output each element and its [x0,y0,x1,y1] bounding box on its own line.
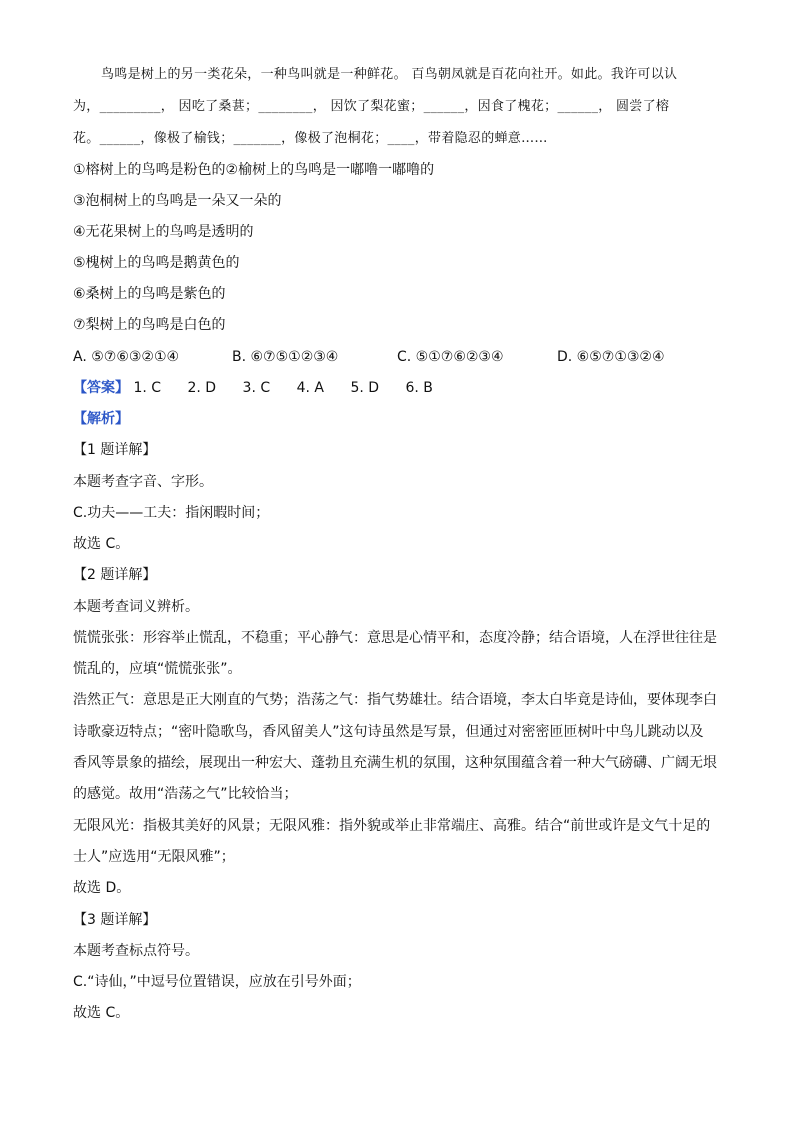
q1-conclusion: 故选 C。 [73,536,130,552]
list-item: ⑤槐树上的鸟鸣是鹅黄色的 [73,255,240,271]
q2-paragraph-line: 慌慌张张：形容举止慌乱，不稳重；平心静气：意思是心情平和，态度冷静；结合语境，人在浮世往往是 [73,630,717,646]
option-b: B. ⑥⑦⑤①②③④ [232,349,339,365]
passage-line-1: 鸟鸣是树上的另一类花朵，一种鸟叫就是一种鲜花。 百鸟朝凤就是百花向社开。如此。我许可以认 [101,67,678,82]
q2-intro: 本题考查词义辨析。 [73,599,199,615]
option-a: A. ⑤⑦⑥③②①④ [73,349,180,365]
q2-paragraph-line: 士人”应选用“无限风雅”； [73,849,235,865]
q2-paragraph-line: 慌乱的，应填“慌慌张张”。 [73,661,242,677]
q3-conclusion: 故选 C。 [73,1005,130,1021]
list-item: ①榕树上的鸟鸣是粉色的②榆树上的鸟鸣是一嘟噜一嘟噜的 [73,162,435,178]
q2-paragraph-line: 浩然正气：意思是正大刚直的气势；浩荡之气：指气势雄壮。结合语境，李太白毕竟是诗仙，要体现李白 [73,692,717,708]
q1-intro: 本题考查字音、字形。 [73,474,213,490]
q3-detail: C.“诗仙，”中逗号位置错误，应放在引号外面； [73,974,361,990]
q3-intro: 本题考查标点符号。 [73,943,199,959]
option-d: D. ⑥⑤⑦①③②④ [557,349,665,365]
list-item: ③泡桐树上的鸟鸣是一朵又一朵的 [73,193,282,209]
answer-item: 4. A [296,380,324,396]
list-item: ④无花果树上的鸟鸣是透明的 [73,224,254,240]
q2-conclusion: 故选 D。 [73,880,131,896]
option-c: C. ⑤①⑦⑥②③④ [397,349,504,365]
answer-item: 6. B [405,380,433,396]
answer-item: 1. C [133,380,162,396]
analysis-label: 【解析】 [73,411,129,427]
q2-paragraph-line: 诗歌豪迈特点；“密叶隐歌鸟，香风留美人”这句诗虽然是写景，但通过对密密匝匝树叶中鸟儿跳动以及 [73,724,704,740]
q2-paragraph-line: 的感觉。故用“浩荡之气”比较恰当； [73,786,298,802]
list-item: ⑥桑树上的鸟鸣是紫色的 [73,286,226,302]
q3-header: 【3 题详解】 [73,912,157,928]
answer-label: 【答案】 [73,380,129,396]
q2-paragraph-line: 香风等景象的描绘，展现出一种宏大、蓬勃且充满生机的氛围，这种氛围蕴含着一种大气磅礴、广阔无垠 [73,755,717,771]
passage-line-2: 为，_________， 因吃了桑葚；________， 因饮了梨花蜜；______，因食了槐花；______， 圆尝了榕 [73,99,670,114]
answer-item: 3. C [242,380,271,396]
list-item: ⑦梨树上的鸟鸣是白色的 [73,317,226,333]
q1-header: 【1 题详解】 [73,442,157,458]
q2-paragraph-line: 无限风光：指极其美好的风景；无限风雅：指外貌或举止非常端庄、高雅。结合“前世或许是文气十足的 [73,818,711,834]
answer-item: 5. D [350,380,380,396]
answer-row [73,378,455,398]
passage-line-3: 花。______，像极了榆钱；_______，像极了泡桐花；____，带着隐忍的蝉意…… [73,131,548,146]
q2-header: 【2 题详解】 [73,567,157,583]
answer-item: 2. D [187,380,217,396]
q1-detail: C.功夫——工夫：指闲暇时间； [73,505,270,521]
